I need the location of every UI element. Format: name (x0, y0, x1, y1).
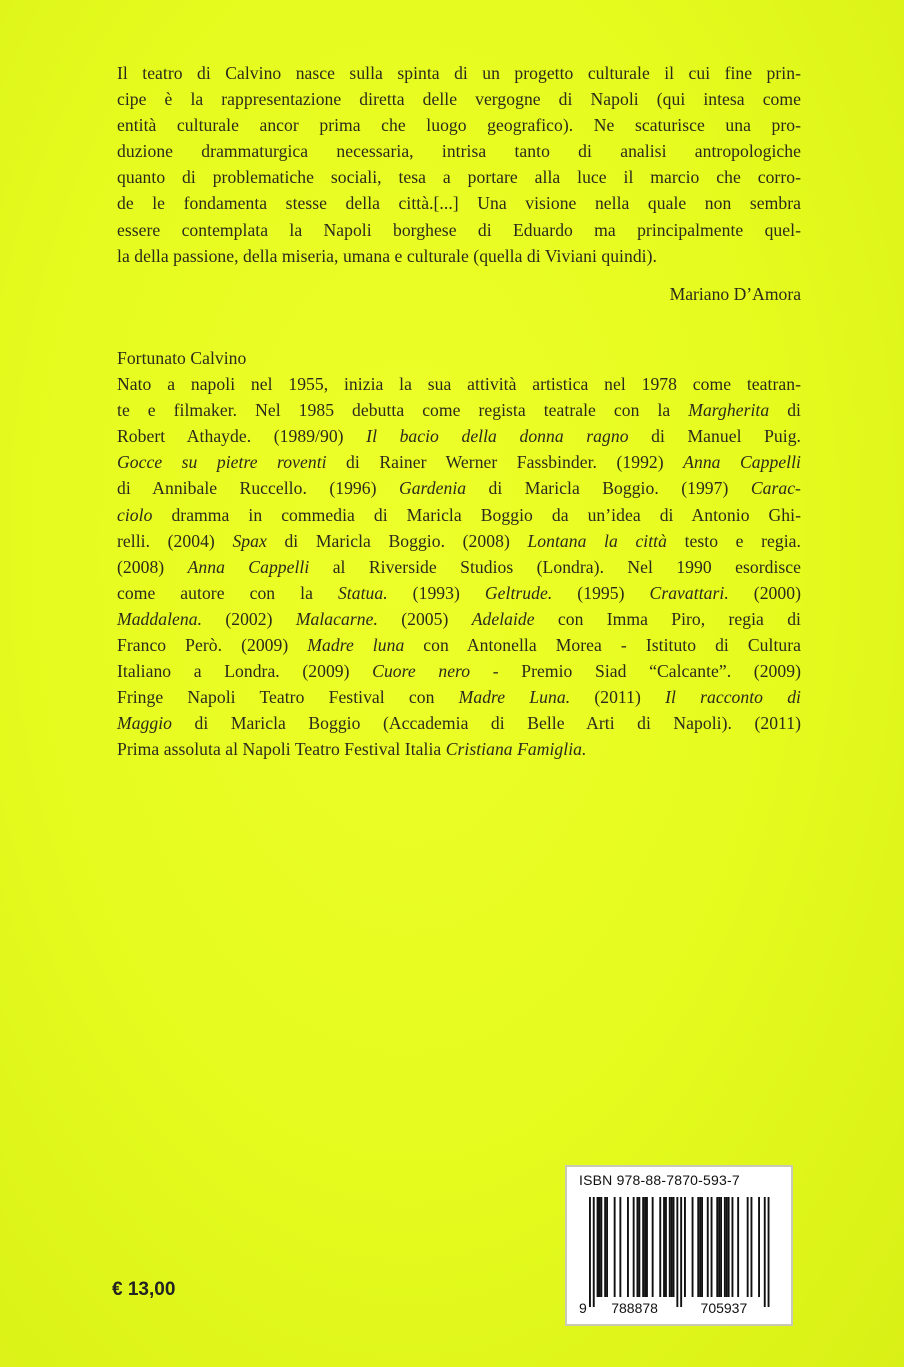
quote-line: duzione drammaturgica necessaria, intrisa tanto di analisi antropologiche (117, 141, 801, 162)
quote-author: Mariano D’Amora (669, 284, 801, 304)
work-title: Madre Luna. (458, 687, 571, 708)
barcode-image (577, 1195, 781, 1319)
barcode-bar (732, 1197, 734, 1297)
bio-line (117, 606, 801, 632)
bio-text: con Antonella Morea - Istituto di Cultura (404, 635, 801, 656)
barcode-digits: 9 (579, 1300, 587, 1316)
barcode-digits: 788878 (611, 1300, 658, 1316)
barcode-bar (646, 1197, 648, 1297)
barcode-bar (663, 1197, 665, 1297)
barcode-bar (707, 1197, 709, 1297)
bio-text: con Imma Piro, regia di (534, 608, 801, 629)
bio-text: dramma in commedia di Maricla Boggio da un’idea di Antonio Ghi- (152, 504, 801, 525)
barcode-bar (589, 1197, 591, 1307)
quote-paragraph (117, 60, 801, 269)
bio-text: te e filmaker. Nel 1985 debutta come regista teatrale con la (117, 400, 689, 421)
barcode-bar (768, 1197, 770, 1307)
barcode-bar (737, 1197, 739, 1297)
bio-text: (2000) (728, 582, 801, 603)
work-title: Maggio (117, 713, 173, 734)
bio-text: di Annibale Ruccello. (1996) (117, 478, 399, 499)
barcode-bar (680, 1197, 682, 1307)
barcode-bar (758, 1197, 760, 1297)
bio-line (117, 580, 801, 606)
bio-line (117, 397, 801, 423)
bio-text: Robert Athayde. (1989/90) (117, 426, 367, 447)
barcode-bar (665, 1197, 667, 1297)
barcode-bar (604, 1197, 606, 1297)
bio-line (117, 528, 801, 554)
barcode-bar (669, 1197, 671, 1297)
barcode-bar (751, 1197, 753, 1297)
work-title: Il bacio della donna ragno (366, 426, 629, 447)
bio-text: Nato a napoli nel 1955, inizia la sua attività artistica nel 1978 come teatran- (117, 374, 801, 395)
barcode-bar (676, 1197, 678, 1307)
bio-line (117, 684, 801, 710)
bio-line (117, 502, 801, 528)
work-title: Anna Cappelli (187, 556, 310, 577)
bio-line (117, 658, 801, 684)
bio-line (117, 632, 801, 658)
bio-text: (1995) (552, 582, 650, 603)
barcode-digits: 705937 (700, 1300, 748, 1316)
barcode-bar (747, 1197, 749, 1297)
barcode-bar (637, 1197, 639, 1297)
bio-text: di Maricla Boggio (Accademia di Belle Arti di Napoli). (2011) (172, 713, 801, 734)
bio-text: di Rainer Werner Fassbinder. (1992) (326, 452, 684, 473)
barcode-bar (606, 1197, 608, 1297)
work-title: Maddalena. (117, 608, 203, 629)
price-label: € 13,00 (112, 1279, 176, 1300)
barcode-bar (614, 1197, 616, 1297)
barcode-bar (718, 1197, 720, 1297)
bio-line (117, 423, 801, 449)
bio-text: (2002) (202, 608, 296, 629)
work-title: Madre luna (307, 635, 405, 656)
barcode-bar (671, 1197, 673, 1297)
barcode-bar (697, 1197, 699, 1297)
work-title: Statua. (337, 582, 388, 603)
bio-text: di Maricla Boggio. (2008) (266, 530, 528, 551)
work-title: Margherita (688, 400, 770, 421)
bio-text: di (769, 400, 801, 421)
barcode-bar (724, 1197, 726, 1297)
bio-line (117, 475, 801, 501)
work-title: Gardenia (398, 478, 467, 499)
isbn-barcode-box (565, 1165, 793, 1326)
work-title: Geltrude. (484, 582, 553, 603)
barcode-bar (684, 1197, 686, 1297)
bio-text: (2005) (377, 608, 472, 629)
bio-line (117, 710, 801, 736)
bio-text: al Riverside Studios (Londra). Nel 1990 esordisce (309, 556, 801, 577)
work-title: Malacarne. (295, 608, 378, 629)
barcode-bar (619, 1197, 621, 1297)
author-bio (117, 345, 801, 763)
bio-text: relli. (2004) (117, 530, 233, 551)
barcode-bar (633, 1197, 635, 1297)
quote-line: essere contemplata la Napoli borghese di Eduardo ma principalmente quel- (117, 219, 801, 240)
bio-line (117, 449, 801, 475)
bio-text: di Maricla Boggio. (1997) (466, 478, 751, 499)
barcode-bar (593, 1197, 595, 1307)
bio-text: (1993) (387, 582, 485, 603)
barcode-bar (699, 1197, 701, 1297)
quote-line: entità culturale ancor prima che luogo geografico). Ne scaturisce una pro- (117, 115, 801, 136)
isbn-label: ISBN 978-88-7870-593-7 (579, 1172, 740, 1188)
bio-text: (2008) (117, 556, 188, 577)
bio-text: - Premio Siad “Calcante”. (2009) (470, 661, 801, 682)
work-title: Lontana la città (527, 530, 667, 551)
barcode-bar (652, 1197, 654, 1297)
barcode-bar (597, 1197, 599, 1297)
bio-text: Fringe Napoli Teatro Festival con (117, 687, 459, 708)
work-title: Cuore nero (372, 661, 471, 682)
barcode-bar (600, 1197, 602, 1297)
work-title: Cristiana Famiglia. (445, 739, 587, 760)
barcode-bar (638, 1197, 640, 1297)
quote-line: cipe è la rappresentazione diretta delle vergogne di Napoli (qui intesa come (117, 89, 801, 110)
quote-line: Il teatro di Calvino nasce sulla spinta di un progetto culturale il cui fine prin- (117, 63, 801, 83)
barcode-bar (673, 1197, 675, 1297)
bio-text: (2011) (570, 687, 666, 708)
bio-heading: Fortunato Calvino (117, 348, 247, 368)
work-title: Carac- (750, 478, 801, 499)
barcode-bar (764, 1197, 766, 1307)
barcode-bar (692, 1197, 694, 1297)
bio-text: Franco Però. (2009) (117, 635, 308, 656)
bio-text: di Manuel Puig. (628, 426, 802, 447)
barcode-bar (599, 1197, 601, 1297)
quote-line: la della passione, della miseria, umana e culturale (quella di Viviani quindi). (117, 245, 657, 266)
bio-text: Prima assoluta al Napoli Teatro Festival Italia (117, 739, 446, 760)
barcode-bar (728, 1197, 730, 1297)
quote-line: de le fondamenta stesse della città.[...] Una visione nella quale non sembra (117, 193, 801, 214)
bio-line (117, 736, 801, 762)
work-title: Adelaide (471, 608, 535, 629)
work-title: Cravattari. (649, 582, 729, 603)
quote-line: quanto di problematiche sociali, tesa a portare alla luce il marcio che corro- (117, 167, 801, 188)
work-title: Gocce su pietre roventi (117, 452, 327, 473)
bio-text: testo e regia. (666, 530, 801, 551)
barcode-bar (659, 1197, 661, 1297)
work-title: Il racconto di (665, 687, 801, 708)
barcode-bar (644, 1197, 646, 1297)
bio-line (117, 554, 801, 580)
bio-text: come autore con la (117, 582, 338, 603)
barcode-bar (627, 1197, 629, 1297)
work-title: Spax (232, 530, 267, 551)
barcode-bar (726, 1197, 728, 1297)
barcode-bar (716, 1197, 718, 1297)
work-title: ciolo (117, 504, 153, 525)
barcode-bar (701, 1197, 703, 1297)
bio-text: Italiano a Londra. (2009) (117, 661, 373, 682)
bio-line (117, 371, 801, 397)
work-title: Anna Cappelli (683, 452, 801, 473)
barcode-bar (720, 1197, 722, 1297)
barcode-bar (642, 1197, 644, 1297)
barcode-bar (711, 1197, 713, 1297)
